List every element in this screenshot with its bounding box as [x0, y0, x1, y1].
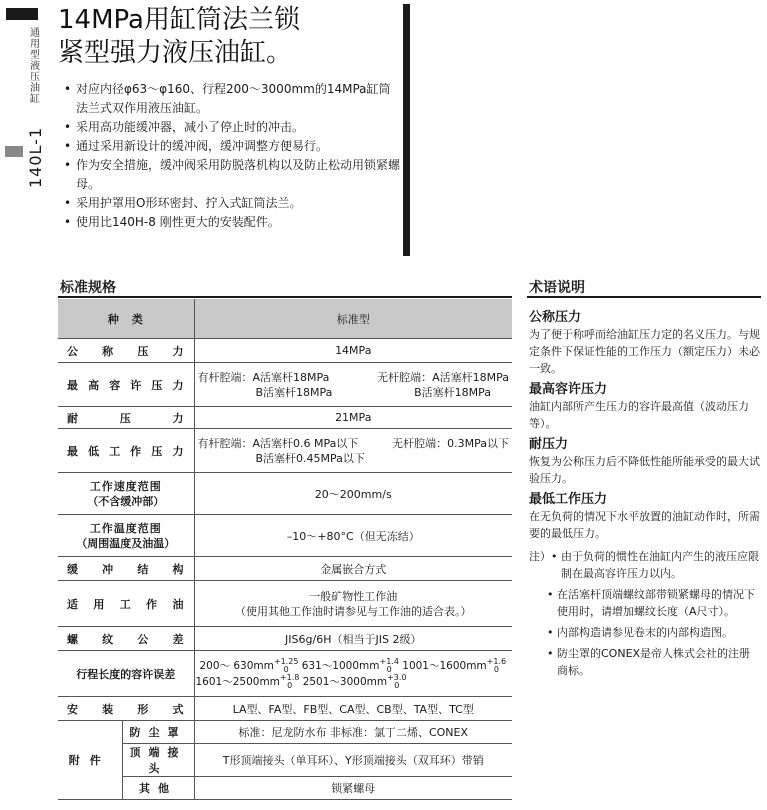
title-line-1: 14MPa用缸筒法兰锁 [58, 5, 300, 35]
table-row [58, 744, 512, 777]
table-row [58, 473, 512, 515]
table-row [58, 407, 512, 429]
table-row [58, 777, 512, 800]
term-description: 油缸内部所产生压力的容许最高值（波动压力等）。 [529, 400, 749, 430]
other-accessory-label: 其他 [122, 777, 194, 800]
sidebar-category: 通用型液压油缸 [30, 28, 40, 105]
label-char: 耐 [67, 411, 79, 425]
terms-rule [527, 296, 761, 298]
label-char: 缓 [67, 562, 79, 576]
note-text: • 由于负荷的惯性在油缸内产生的液压应限制在最高容许压力以内。 [551, 548, 761, 582]
stroke-tol-lower: 0 [493, 664, 499, 674]
oil-value [194, 581, 512, 627]
label-char: 压 [151, 444, 164, 458]
note-text: • 防尘罩的CONEX是帝人株式会社的注册商标。 [547, 645, 761, 679]
max-pressure-rod-b: B活塞杆18MPa [255, 385, 333, 399]
notes [529, 548, 761, 679]
sidebar-code: 140L-1 [26, 126, 45, 188]
stroke-tol-label: 行程长度的容许误差 [58, 651, 194, 697]
spec-rule [58, 296, 512, 298]
max-pressure-head-b: B活塞杆18MPa [414, 385, 491, 399]
label-char: 装 [102, 702, 115, 716]
justified-label [61, 443, 191, 459]
label-char: 式 [172, 702, 185, 716]
label-char: 油 [172, 597, 185, 611]
sidebar-marker [5, 146, 23, 157]
label-char: 压 [151, 378, 164, 392]
accessories-label: 附件 [58, 721, 122, 800]
table-row [58, 299, 512, 339]
feature-item: • 对应内径φ63～φ160、行程200～3000mm的14MPa缸筒法兰式双作用液压油缸。 [64, 80, 402, 118]
oil-value-line1: 一般矿物性工作油 [309, 589, 398, 603]
justified-label [61, 561, 191, 577]
label-char: 结 [137, 562, 150, 576]
table-row [58, 515, 512, 557]
label-char: 纹 [102, 632, 115, 646]
table-row [58, 581, 512, 627]
justified-label [61, 596, 191, 612]
max-pressure-label [58, 363, 194, 407]
label-char: 最 [67, 444, 79, 458]
term-description: 为了便于称呼而给油缸压力定的名义压力。与规定条件下保证性能的工作压力（额定压力）未必一致。 [529, 328, 760, 375]
label-char: 差 [172, 632, 185, 646]
label-char: 作 [130, 444, 143, 458]
label-char: 力 [172, 344, 185, 358]
feature-item: • 作为安全措施，缓冲阀采用防脱落机构以及防止松动用锁紧螺母。 [64, 156, 402, 194]
stroke-tol-lower: 0 [287, 680, 293, 690]
rod-end-label: 顶端接头 [122, 744, 194, 777]
proof-pressure-value: 21MPa [194, 407, 512, 429]
spec-table [58, 299, 512, 800]
dust-cover-label: 防尘罩 [122, 721, 194, 744]
justified-label [61, 631, 191, 647]
dust-cover-value: 标准：尼龙防水布 非标准：氯丁二烯、CONEX [194, 721, 512, 744]
table-row [58, 363, 512, 407]
min-pressure-label [58, 429, 194, 473]
label-char: 许 [130, 378, 143, 392]
min-pressure-value [194, 429, 512, 473]
temp-range-value: –10～+80°C（但无冻结） [194, 515, 512, 557]
label-char: 形 [137, 702, 150, 716]
feature-item: • 通过采用新设计的缓冲阀，缓冲调整方便易行。 [64, 137, 402, 156]
table-row [58, 721, 512, 744]
table-row [58, 651, 512, 697]
max-pressure-rod-a: 有杆腔端：A活塞杆18MPa [197, 370, 330, 384]
label-char: 构 [172, 562, 185, 576]
stroke-tol-upper: +3.0 [387, 672, 407, 682]
stroke-range: 200～ 630mm [199, 659, 274, 672]
title-line-2: 紧型强力液压油缸。 [58, 38, 293, 68]
label-char: 用 [93, 597, 106, 611]
cushion-label [58, 557, 194, 581]
term-heading: 耐压力 [529, 437, 569, 452]
other-accessory-value: 锁紧螺母 [194, 777, 512, 800]
mounting-label [58, 697, 194, 721]
temp-range-label [58, 515, 194, 557]
label-char: 冲 [102, 562, 115, 576]
label-char: 力 [172, 378, 185, 392]
label-char: 力 [172, 444, 185, 458]
stroke-range: 2501～3000mm [302, 675, 388, 688]
label-char: 工 [109, 444, 122, 458]
title-divider [403, 4, 410, 256]
stroke-tol-upper: +1.4 [379, 656, 399, 666]
note-prefix: 注） [529, 550, 551, 563]
label-char: 最 [67, 378, 79, 392]
stroke-tol-value [194, 651, 512, 697]
table-row [58, 557, 512, 581]
oil-label [58, 581, 194, 627]
speed-range-value: 20～200mm/s [194, 473, 512, 515]
label-char: 适 [67, 597, 79, 611]
table-row [58, 697, 512, 721]
thread-label [58, 627, 194, 651]
note-item [529, 548, 761, 582]
label-char: 压 [137, 344, 150, 358]
stroke-tol-upper: +1.25 [273, 656, 299, 666]
feature-item: • 采用护罩用O形环密封、拧入式缸筒法兰。 [64, 194, 402, 213]
label-char: 容 [109, 378, 122, 392]
stroke-tol-lower: 0 [394, 680, 400, 690]
page-title [58, 4, 300, 70]
term-description: 在无负荷的情况下水平放置的油缸动作时，所需要的最低压力。 [529, 510, 760, 540]
label-char: 高 [88, 378, 101, 392]
feature-item: • 使用比140H-8 刚性更大的安装配件。 [64, 213, 402, 232]
note-item [529, 645, 761, 679]
terms-panel [529, 305, 761, 679]
note-text: • 在活塞杆顶端螺纹部带锁紧螺母的情况下使用时，请增加螺纹长度（A尺寸）。 [547, 586, 761, 620]
sidebar-tab-bar [6, 8, 38, 20]
stroke-tol-upper: +1.8 [279, 672, 300, 682]
min-pressure-rod-a: 有杆腔端：A活塞杆0.6 MPa以下 [197, 436, 359, 450]
table-row [58, 339, 512, 363]
header-standard: 标准型 [194, 299, 512, 339]
justified-label [61, 343, 191, 359]
label-char: 公 [137, 632, 150, 646]
label-char: 力 [172, 411, 185, 425]
label-char: 安 [67, 702, 79, 716]
speed-range-label-main: 工作速度范围 [89, 479, 162, 493]
term-heading: 公称压力 [529, 310, 582, 325]
stroke-tol-upper: +1.6 [486, 656, 507, 666]
max-pressure-head-a: 无杆腔端：A活塞杆18MPa [377, 370, 509, 384]
oil-value-line2: （使用其他工作油时请参见与工作油的适合表。） [235, 604, 472, 618]
nominal-pressure-label [58, 339, 194, 363]
nominal-pressure-value: 14MPa [194, 339, 512, 363]
label-char: 压 [119, 411, 132, 425]
temp-range-label-sub: （周围温度及油温） [76, 536, 176, 550]
term-heading: 最低工作压力 [529, 492, 608, 507]
label-char: 螺 [67, 632, 79, 646]
label-char: 公 [67, 344, 79, 358]
max-pressure-value [194, 363, 512, 407]
stroke-tol-lower: 0 [283, 664, 289, 674]
min-pressure-head: 无杆腔端：0.3MPa以下 [392, 436, 509, 450]
note-text: • 内部构造请参见卷末的内部构造图。 [547, 624, 761, 641]
label-char: 作 [146, 597, 159, 611]
label-char: 低 [88, 444, 101, 458]
note-item [529, 586, 761, 620]
justified-label [61, 701, 191, 717]
table-row [58, 429, 512, 473]
header-kind: 种 类 [58, 299, 194, 339]
feature-item: • 采用高功能缓冲器，减小了停止时的冲击。 [64, 118, 402, 137]
min-pressure-rod-b: B活塞杆0.45MPa以下 [255, 451, 365, 465]
speed-range-label [58, 473, 194, 515]
note-item [529, 624, 761, 641]
cushion-value: 金属嵌合方式 [194, 557, 512, 581]
mounting-value: LA型、FA型、FB型、CA型、CB型、TA型、TC型 [194, 697, 512, 721]
thread-value: JIS6g/6H（相当于JIS 2级） [194, 627, 512, 651]
justified-label [61, 377, 191, 393]
stroke-range: 1001～1600mm [402, 659, 487, 672]
stroke-range: 631～1000mm [301, 659, 380, 672]
term-description: 恢复为公称压力后不降低性能所能承受的最大试验压力。 [529, 455, 760, 485]
label-char: 称 [102, 344, 115, 358]
temp-range-label-main: 工作温度范围 [89, 521, 162, 535]
speed-range-label-sub: （不含缓冲部） [87, 494, 165, 508]
proof-pressure-label [58, 407, 194, 429]
stroke-tol-lower: 0 [386, 664, 392, 674]
feature-list [64, 80, 402, 232]
stroke-range: 1601～2500mm [195, 675, 280, 688]
rod-end-value: T形顶端接头（单耳环）、Y形顶端接头（双耳环）带销 [194, 744, 512, 777]
label-char: 工 [119, 597, 132, 611]
terms-section-title: 术语说明 [529, 280, 585, 296]
spec-section-title: 标准规格 [60, 280, 116, 296]
term-heading: 最高容许压力 [529, 382, 608, 397]
table-row [58, 627, 512, 651]
justified-label [61, 410, 191, 426]
